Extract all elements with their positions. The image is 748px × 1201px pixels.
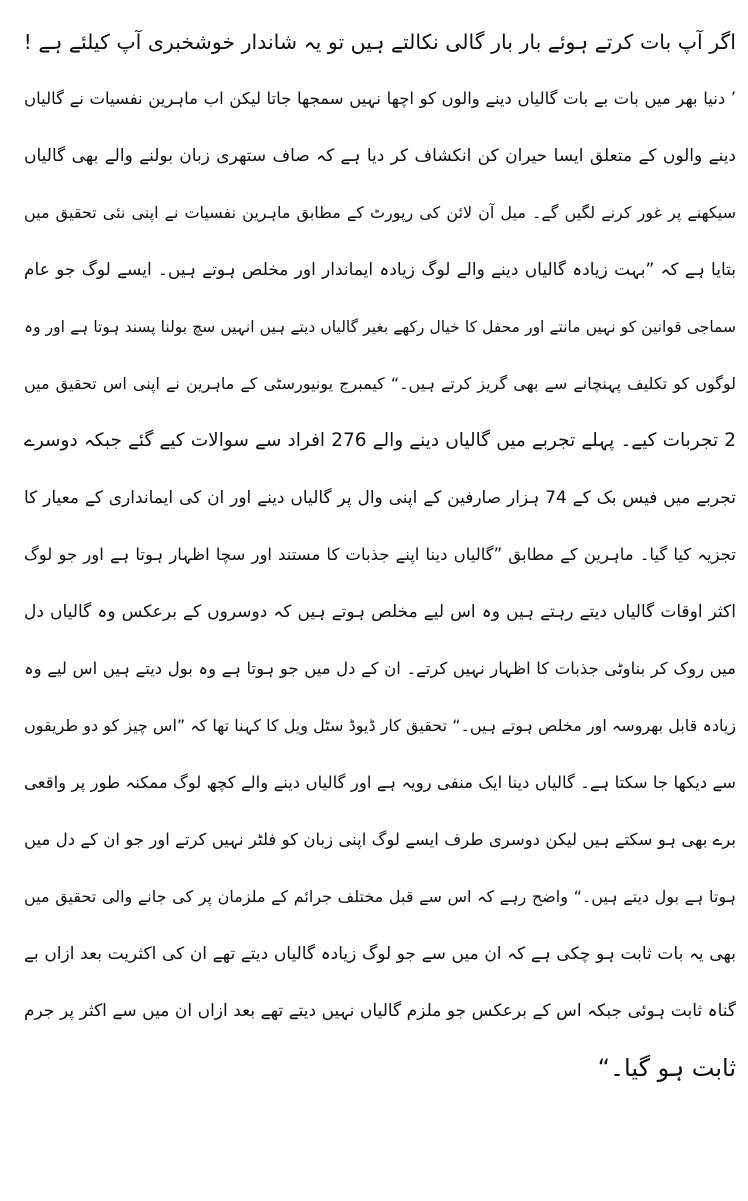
article-line: ’ دنیا بھر میں بات بے بات گالیاں دینے والوں کو اچھا نہیں سمجھا جاتا لیکن اب ماہرین نفسیات نے گالیاں — [24, 89, 736, 108]
article-line: تجربے میں فیس بک کے 74 ہزار صارفین کے اپنی وال پر گالیاں دینے اور ان کی ایمانداری کے معیار کا — [24, 488, 736, 508]
article-line: اکثر اوقات گالیاں دیتے رہتے ہیں وہ اس لیے مخلص ہوتے ہیں کہ دوسروں کے برعکس وہ گالیاں دل — [24, 602, 736, 622]
article-line: لوگوں کو تکلیف پہنچانے سے بھی گریز کرتے ہیں۔“ کیمبرج یونیورسٹی کے ماہرین نے اپنی اس تحقیق میں — [24, 374, 736, 393]
article-line-last: ثابت ہو گیا۔“ — [597, 1054, 736, 1082]
article-line: زیادہ قابل بھروسہ اور مخلص ہوتے ہیں۔“ تحقیق کار ڈیوڈ سٹل ویل کا کہنا تھا کہ ”اس چیز کو دو طریقوں — [24, 716, 736, 735]
article-line: گناہ ثابت ہوئی جبکہ اس کے برعکس جو ملزم گالیاں نہیں دیتے تھے بعد ازاں ان میں سے اکثر پر جرم — [24, 1001, 736, 1021]
article-line: سماجی قوانین کو نہیں مانتے اور محفل کا خیال رکھے بغیر گالیاں دیتے ہیں انہیں سچ بولنا پسند ہوتا ہے اور وہ — [24, 318, 736, 336]
article-line: بھی یہ بات ثابت ہو چکی ہے کہ ان میں سے جو لوگ زیادہ گالیاں دیتے تھے ان کی اکثریت بعد ازاں بے — [24, 944, 736, 964]
article-line: سیکھنے پر غور کرنے لگیں گے۔ میل آن لائن کی رپورٹ کے مطابق ماہرین نفسیات نے اپنی نئی تحقیق میں — [24, 203, 736, 222]
article-headline: اگر آپ بات کرتے ہوئے بار بار گالی نکالتے ہیں تو یہ شاندار خوشخبری آپ کیلئے ہے ! — [24, 30, 736, 54]
article-line: سے دیکھا جا سکتا ہے۔ گالیاں دینا ایک منفی رویہ ہے اور گالیاں دینے والے کچھ لوگ ممکنہ طور پر واقعی — [24, 773, 736, 792]
article-line: دینے والوں کے متعلق ایسا حیران کن انکشاف کر دیا ہے کہ صاف ستھری زبان بولنے والے بھی گالیاں — [24, 146, 736, 166]
article-line: 2 تجربات کیے۔ پہلے تجربے میں گالیاں دینے والے 276 افراد سے سوالات کیے گئے جبکہ دوسرے — [24, 430, 736, 451]
article-line: بتایا ہے کہ ”بہت زیادہ گالیاں دینے والے لوگ زیادہ ایماندار اور مخلص ہوتے ہیں۔ ایسے لوگ جو عام — [24, 260, 736, 280]
article-line: تجزیہ کیا گیا۔ ماہرین کے مطابق ”گالیاں دینا اپنے جذبات کا مستند اور سچا اظہار ہوتا ہے اور جو لوگ — [24, 545, 736, 564]
article-line: برے بھی ہو سکتے ہیں لیکن دوسری طرف ایسے لوگ اپنی زبان کو فلٹر نہیں کرتے اور جو ان کے دل میں — [24, 830, 736, 849]
article-line: میں روک کر بناوٹی جذبات کا اظہار نہیں کرتے۔ ان کے دل میں جو ہوتا ہے وہ بول دیتے ہیں اس لیے وہ — [24, 659, 736, 678]
article-line: ہوتا ہے بول دیتے ہیں۔“ واضح رہے کہ اس سے قبل مختلف جرائم کے ملزمان پر کی جانے والی تحقیق میں — [24, 887, 736, 906]
